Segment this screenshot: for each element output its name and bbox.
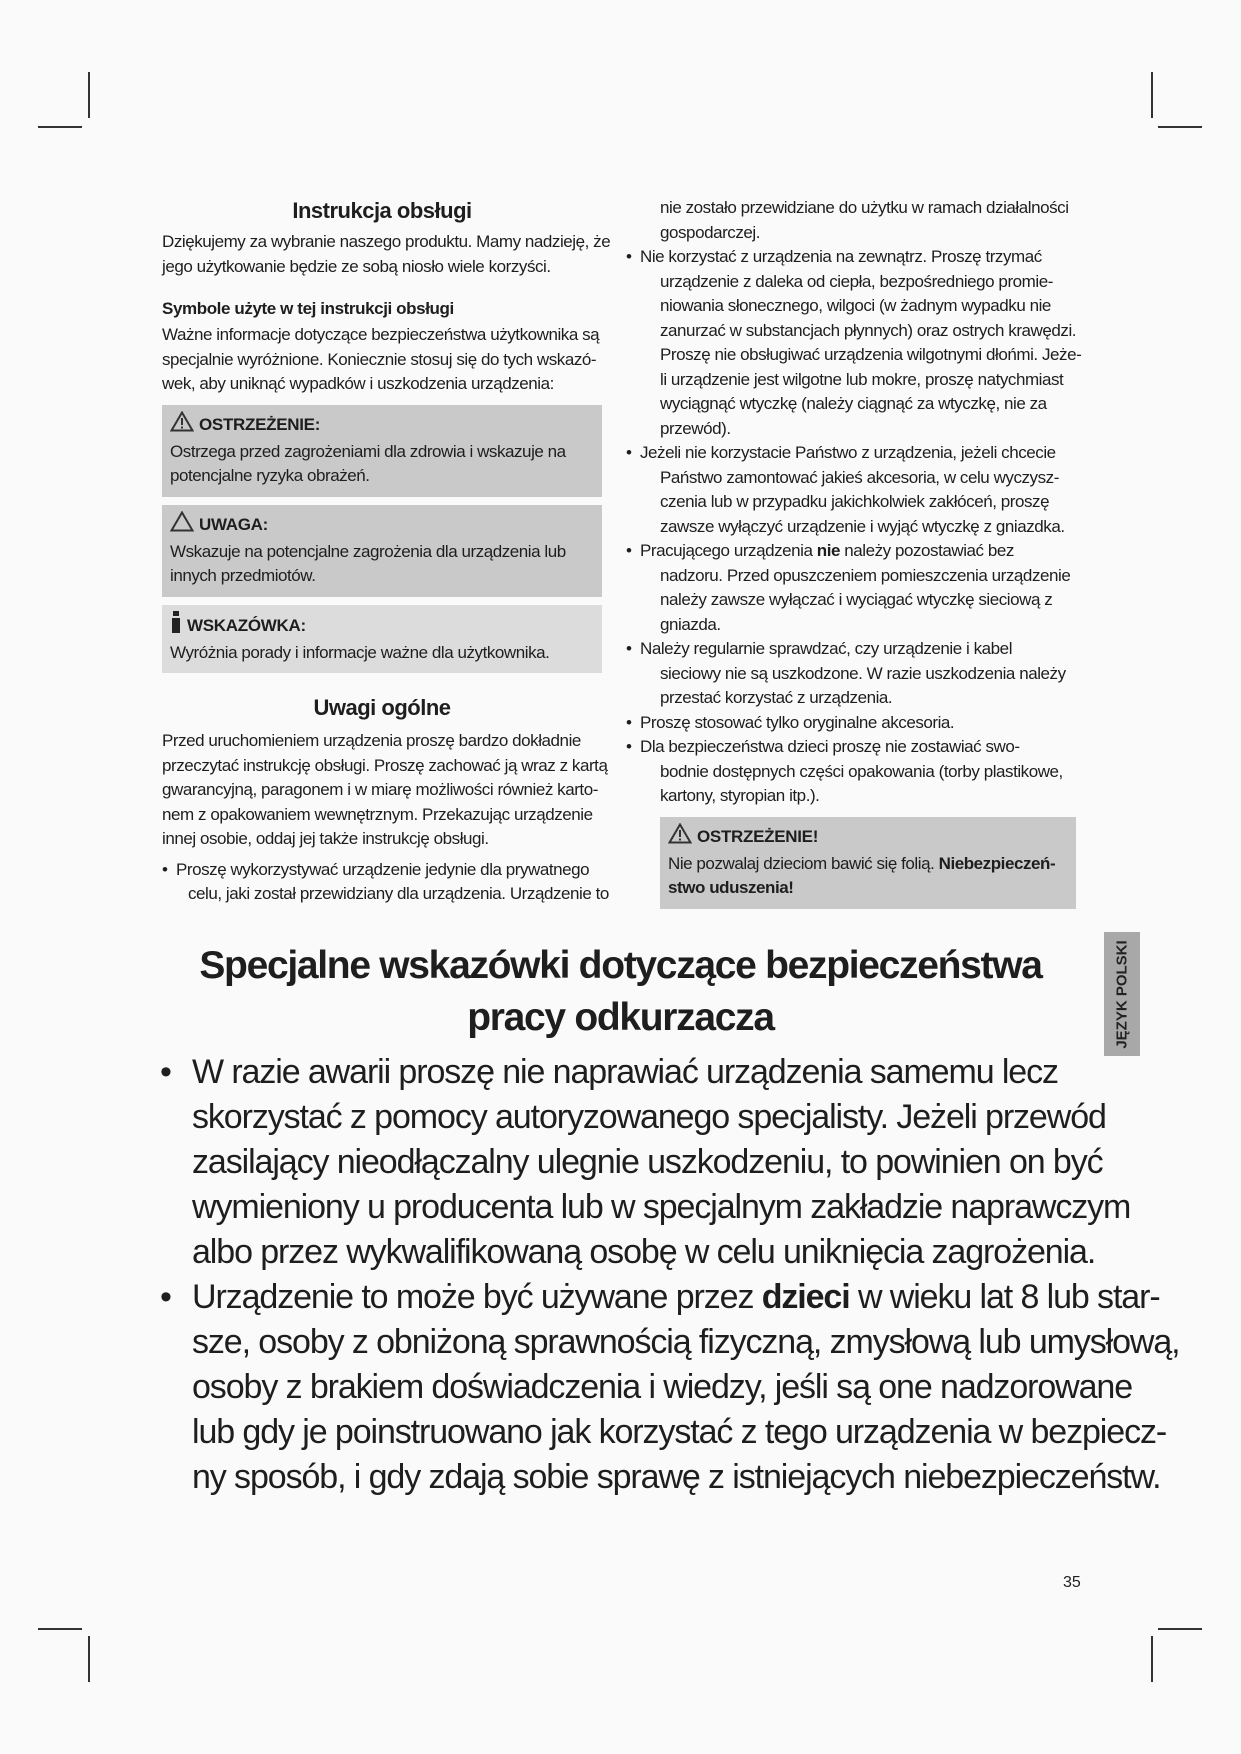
text-line: innych przedmiotów.: [170, 566, 316, 585]
notice-title: [170, 511, 594, 540]
text-line: Ważne informacje dotyczące bezpieczeństwa użytkownika są: [162, 325, 600, 344]
notice-title-text: UWAGA:: [199, 515, 269, 534]
notice-box-tip: [162, 605, 602, 674]
bold-text: nie: [816, 541, 840, 560]
text-segment: niowania słonecznego, wilgoci (w żadnym wypadku nie: [660, 296, 1051, 315]
symbols-heading: Symbole użyte w tej instrukcji obsługi: [162, 299, 454, 318]
text-segment: Pracującego urządzenia: [640, 541, 817, 560]
bullet-icon: •: [160, 1278, 171, 1316]
text-segment: lub gdy je poinstruowano jak korzystać z tego urządzenia w bezpiecz-: [192, 1413, 1167, 1451]
text-line: [660, 760, 1090, 785]
text-segment: przestać korzystać z urządzenia.: [660, 688, 893, 707]
text-segment: skorzystać z pomocy autoryzowanego specjalisty. Jeżeli przewód: [192, 1098, 1106, 1136]
text-segment: li urządzenie jest wilgotne lub mokre, proszę natychmiast: [660, 369, 1064, 389]
text-line: [192, 1275, 1160, 1320]
text-segment: wymieniony u producenta lub w specjalnym zakładzie naprawczym: [192, 1188, 1131, 1226]
notice-title-text: WSKAZÓWKA:: [187, 615, 306, 635]
text-line: innej osobie, oddaj jej także instrukcję obsługi.: [162, 829, 489, 848]
text-line: [640, 711, 1090, 736]
text-line: nie zostało przewidziane do użytku w ramach działalności: [660, 198, 1069, 217]
bullet-icon: •: [626, 443, 632, 462]
bullet-icon: •: [626, 247, 632, 266]
text-line: Proszę wykorzystywać urządzenie jedynie dla prywatnego: [176, 859, 590, 879]
bullet-icon: •: [626, 712, 632, 732]
crop-mark: [1158, 126, 1202, 128]
text-line: [192, 1050, 1092, 1095]
page-number: 35: [1063, 1574, 1081, 1591]
text-segment: Proszę nie obsługiwać urządzenia wilgotnymi dłońmi. Jeże-: [660, 345, 1082, 364]
notice-title: [668, 823, 1068, 852]
notice-title-text: OSTRZEŻENIE:: [199, 415, 321, 434]
bullet-item: [626, 539, 1090, 637]
bold-text: stwo uduszenia!: [668, 878, 794, 897]
notice-box-caution: [162, 505, 602, 597]
special-bullet-item: [160, 1050, 1131, 1275]
text-line: Wyróżnia porady i informacje ważne dla użytkownika.: [170, 642, 550, 662]
text-line: [660, 270, 1090, 295]
bullet-item: [626, 441, 1090, 539]
text-line: [660, 368, 1090, 393]
text-segment: W razie awarii proszę nie naprawiać urządzenia samemu lecz: [192, 1053, 1058, 1091]
left-column: [162, 198, 611, 907]
special-bullet-item: [160, 1275, 1180, 1500]
text-line: celu, jaki został przewidziany dla urządzenia. Urządzenie to: [188, 884, 609, 903]
text-segment: Urządzenie to może być używane przez: [192, 1278, 762, 1316]
text-segment: Dla bezpieczeństwa dzieci proszę nie zostawiać swo-: [640, 737, 1020, 756]
text-line: [640, 735, 1090, 760]
bullet-icon: •: [160, 1053, 171, 1091]
bullet-item: [162, 858, 609, 907]
bullet-icon: •: [626, 541, 632, 560]
notice-title: [170, 411, 594, 440]
warning-triangle-icon: [170, 411, 194, 440]
text-line: przeczytać instrukcję obsługi. Proszę zachować ją wraz z kartą: [162, 755, 608, 775]
text-segment: czenia lub w przypadku jakichkolwiek zakłóceń, proszę: [660, 492, 1050, 511]
text-segment: sieciowy nie są uszkodzone. W razie uszkodzenia należy: [660, 663, 1066, 683]
text-line: Przed uruchomieniem urządzenia proszę bardzo dokładnie: [162, 731, 581, 750]
text-line: [660, 294, 1090, 319]
section-title-uwagi: Uwagi ogólne: [313, 695, 451, 720]
info-icon: [170, 611, 182, 641]
text-segment: osoby z brakiem doświadczenia i wiedzy, jeśli są one nadzorowane: [192, 1368, 1133, 1406]
text-segment: sze, osoby z obniżoną sprawnością fizyczną, zmysłową lub umysłową,: [192, 1323, 1180, 1361]
text-segment: zawsze wyłączyć urządzenie i wyjąć wtyczkę z gniazdka.: [660, 516, 1065, 536]
text-line: [640, 441, 1090, 466]
text-line: wek, aby uniknąć wypadków i uszkodzenia urządzenia:: [162, 374, 554, 393]
text-line: [192, 1230, 1096, 1275]
text-line: Ostrzega przed zagrożeniami dla zdrowia i wskazuje na: [170, 441, 566, 461]
crop-mark: [38, 1628, 82, 1630]
text-line: [660, 613, 1090, 638]
bullet-icon: •: [626, 737, 632, 756]
notice-title: [170, 611, 594, 641]
text-line: [668, 876, 1068, 901]
crop-mark: [1151, 1636, 1153, 1682]
text-segment: albo przez wykwalifikowaną osobę w celu uniknięcia zagrożenia.: [192, 1233, 1096, 1271]
special-bullets: [160, 1050, 1180, 1500]
text-line: [192, 1140, 1103, 1185]
bullet-icon: •: [162, 859, 168, 879]
bullet-item: [626, 245, 1090, 441]
language-side-tab: [1104, 932, 1140, 1056]
text-line: Dziękujemy za wybranie naszego produktu. Mamy nadzieję, że: [162, 232, 611, 251]
text-line: [660, 392, 1090, 417]
text-segment: bodnie dostępnych części opakowania (torby plastikowe,: [660, 761, 1063, 781]
text-line: [640, 637, 1090, 662]
warning-box-children: [660, 817, 1076, 909]
text-line: [660, 343, 1090, 368]
text-segment: należy pozostawiać bez: [840, 541, 1014, 560]
bold-text: Niebezpieczeń-: [938, 853, 1056, 873]
text-segment: urządzenie z daleka od ciepła, bezpośredniego promie-: [660, 271, 1053, 291]
text-line: [660, 515, 1090, 540]
text-line: [660, 686, 1090, 711]
text-line: [660, 490, 1090, 515]
text-line: [660, 662, 1090, 687]
text-segment: Jeżeli nie korzystacie Państwo z urządzenia, jeżeli chcecie: [640, 443, 1056, 462]
caution-triangle-icon: [170, 511, 194, 540]
bullet-item: [626, 637, 1090, 711]
crop-mark: [88, 1636, 90, 1682]
text-segment: Państwo zamontować jakieś akcesoria, w celu wyczysz-: [660, 467, 1059, 487]
special-heading-line-2: pracy odkurzacza: [467, 996, 774, 1039]
text-segment: nadzoru. Przed opuszczeniem pomieszczenia urządzenie: [660, 565, 1071, 585]
text-segment: kartony, styropian itp.).: [660, 786, 820, 805]
text-line: Wskazuje na potencjalne zagrożenia dla urządzenia lub: [170, 541, 566, 561]
text-line: [192, 1185, 1131, 1230]
text-segment: gniazda.: [660, 614, 721, 634]
text-segment: Należy regularnie sprawdzać, czy urządzenie i kabel: [640, 639, 1013, 658]
text-line: nem z opakowaniem wewnętrznym. Przekazując urządzenie: [162, 804, 593, 824]
text-line: [660, 417, 1090, 442]
text-segment: ny sposób, i gdy zdają sobie sprawę z istniejących niebezpieczeństw.: [192, 1458, 1161, 1496]
text-line: [192, 1095, 1106, 1140]
bullet-item: [626, 711, 1090, 736]
text-segment: należy zawsze wyłączać i wyciągać wtyczkę sieciową z: [660, 590, 1053, 609]
text-segment: przewód).: [660, 418, 731, 438]
text-line: potencjalne ryzyka obrażeń.: [170, 466, 370, 485]
special-heading-line-1: Specjalne wskazówki dotyczące bezpieczeństwa: [199, 944, 1042, 987]
crop-mark: [88, 72, 90, 118]
notice-box-warning: [162, 405, 602, 497]
crop-mark: [38, 126, 82, 128]
text-segment: Nie pozwalaj dzieciom bawić się folią.: [668, 853, 939, 873]
text-line: [660, 319, 1090, 344]
text-line: [660, 588, 1090, 613]
text-segment: Nie korzystać z urządzenia na zewnątrz. Proszę trzymać: [640, 247, 1042, 266]
text-line: specjalnie wyróżnione. Koniecznie stosuj się do tych wskazó-: [162, 349, 597, 369]
text-line: [668, 852, 1068, 877]
text-line: [192, 1365, 1133, 1410]
crop-mark: [1158, 1628, 1202, 1630]
bullet-item: [626, 735, 1090, 809]
text-line: [660, 466, 1090, 491]
text-line: [660, 784, 1090, 809]
warning-triangle-icon: [668, 823, 692, 852]
text-line: gwarancyjną, paragonem i w miarę możliwości również karto-: [162, 780, 598, 799]
text-segment: zasilający nieodłączalny ulegnie uszkodzeniu, to powinien on być: [192, 1143, 1103, 1181]
bold-text: dzieci: [761, 1278, 850, 1316]
text-line: jego użytkowanie będzie ze sobą niosło wiele korzyści.: [162, 256, 551, 276]
section-title-instrukcja: Instrukcja obsługi: [292, 198, 472, 223]
crop-mark: [1151, 72, 1153, 118]
text-line: [192, 1455, 1161, 1500]
text-segment: wyciągnąć wtyczkę (należy ciągnąć za wtyczkę, nie za: [660, 394, 1047, 413]
text-line: gospodarczej.: [660, 222, 760, 242]
notice-title-text: OSTRZEŻENIE!: [697, 827, 819, 846]
text-segment: zanurzać w substancjach płynnych) oraz ostrych krawędzi.: [660, 320, 1077, 340]
text-line: [640, 539, 1090, 564]
text-line: [640, 245, 1090, 270]
text-line: [192, 1410, 1167, 1455]
text-segment: Proszę stosować tylko oryginalne akcesoria.: [640, 712, 955, 732]
bullet-icon: •: [626, 639, 632, 658]
side-tab-label: JĘZYK POLSKI: [1113, 939, 1131, 1049]
text-segment: w wieku lat 8 lub star-: [849, 1278, 1160, 1316]
text-line: [192, 1320, 1180, 1365]
text-line: [660, 564, 1090, 589]
right-column: [626, 196, 1090, 909]
